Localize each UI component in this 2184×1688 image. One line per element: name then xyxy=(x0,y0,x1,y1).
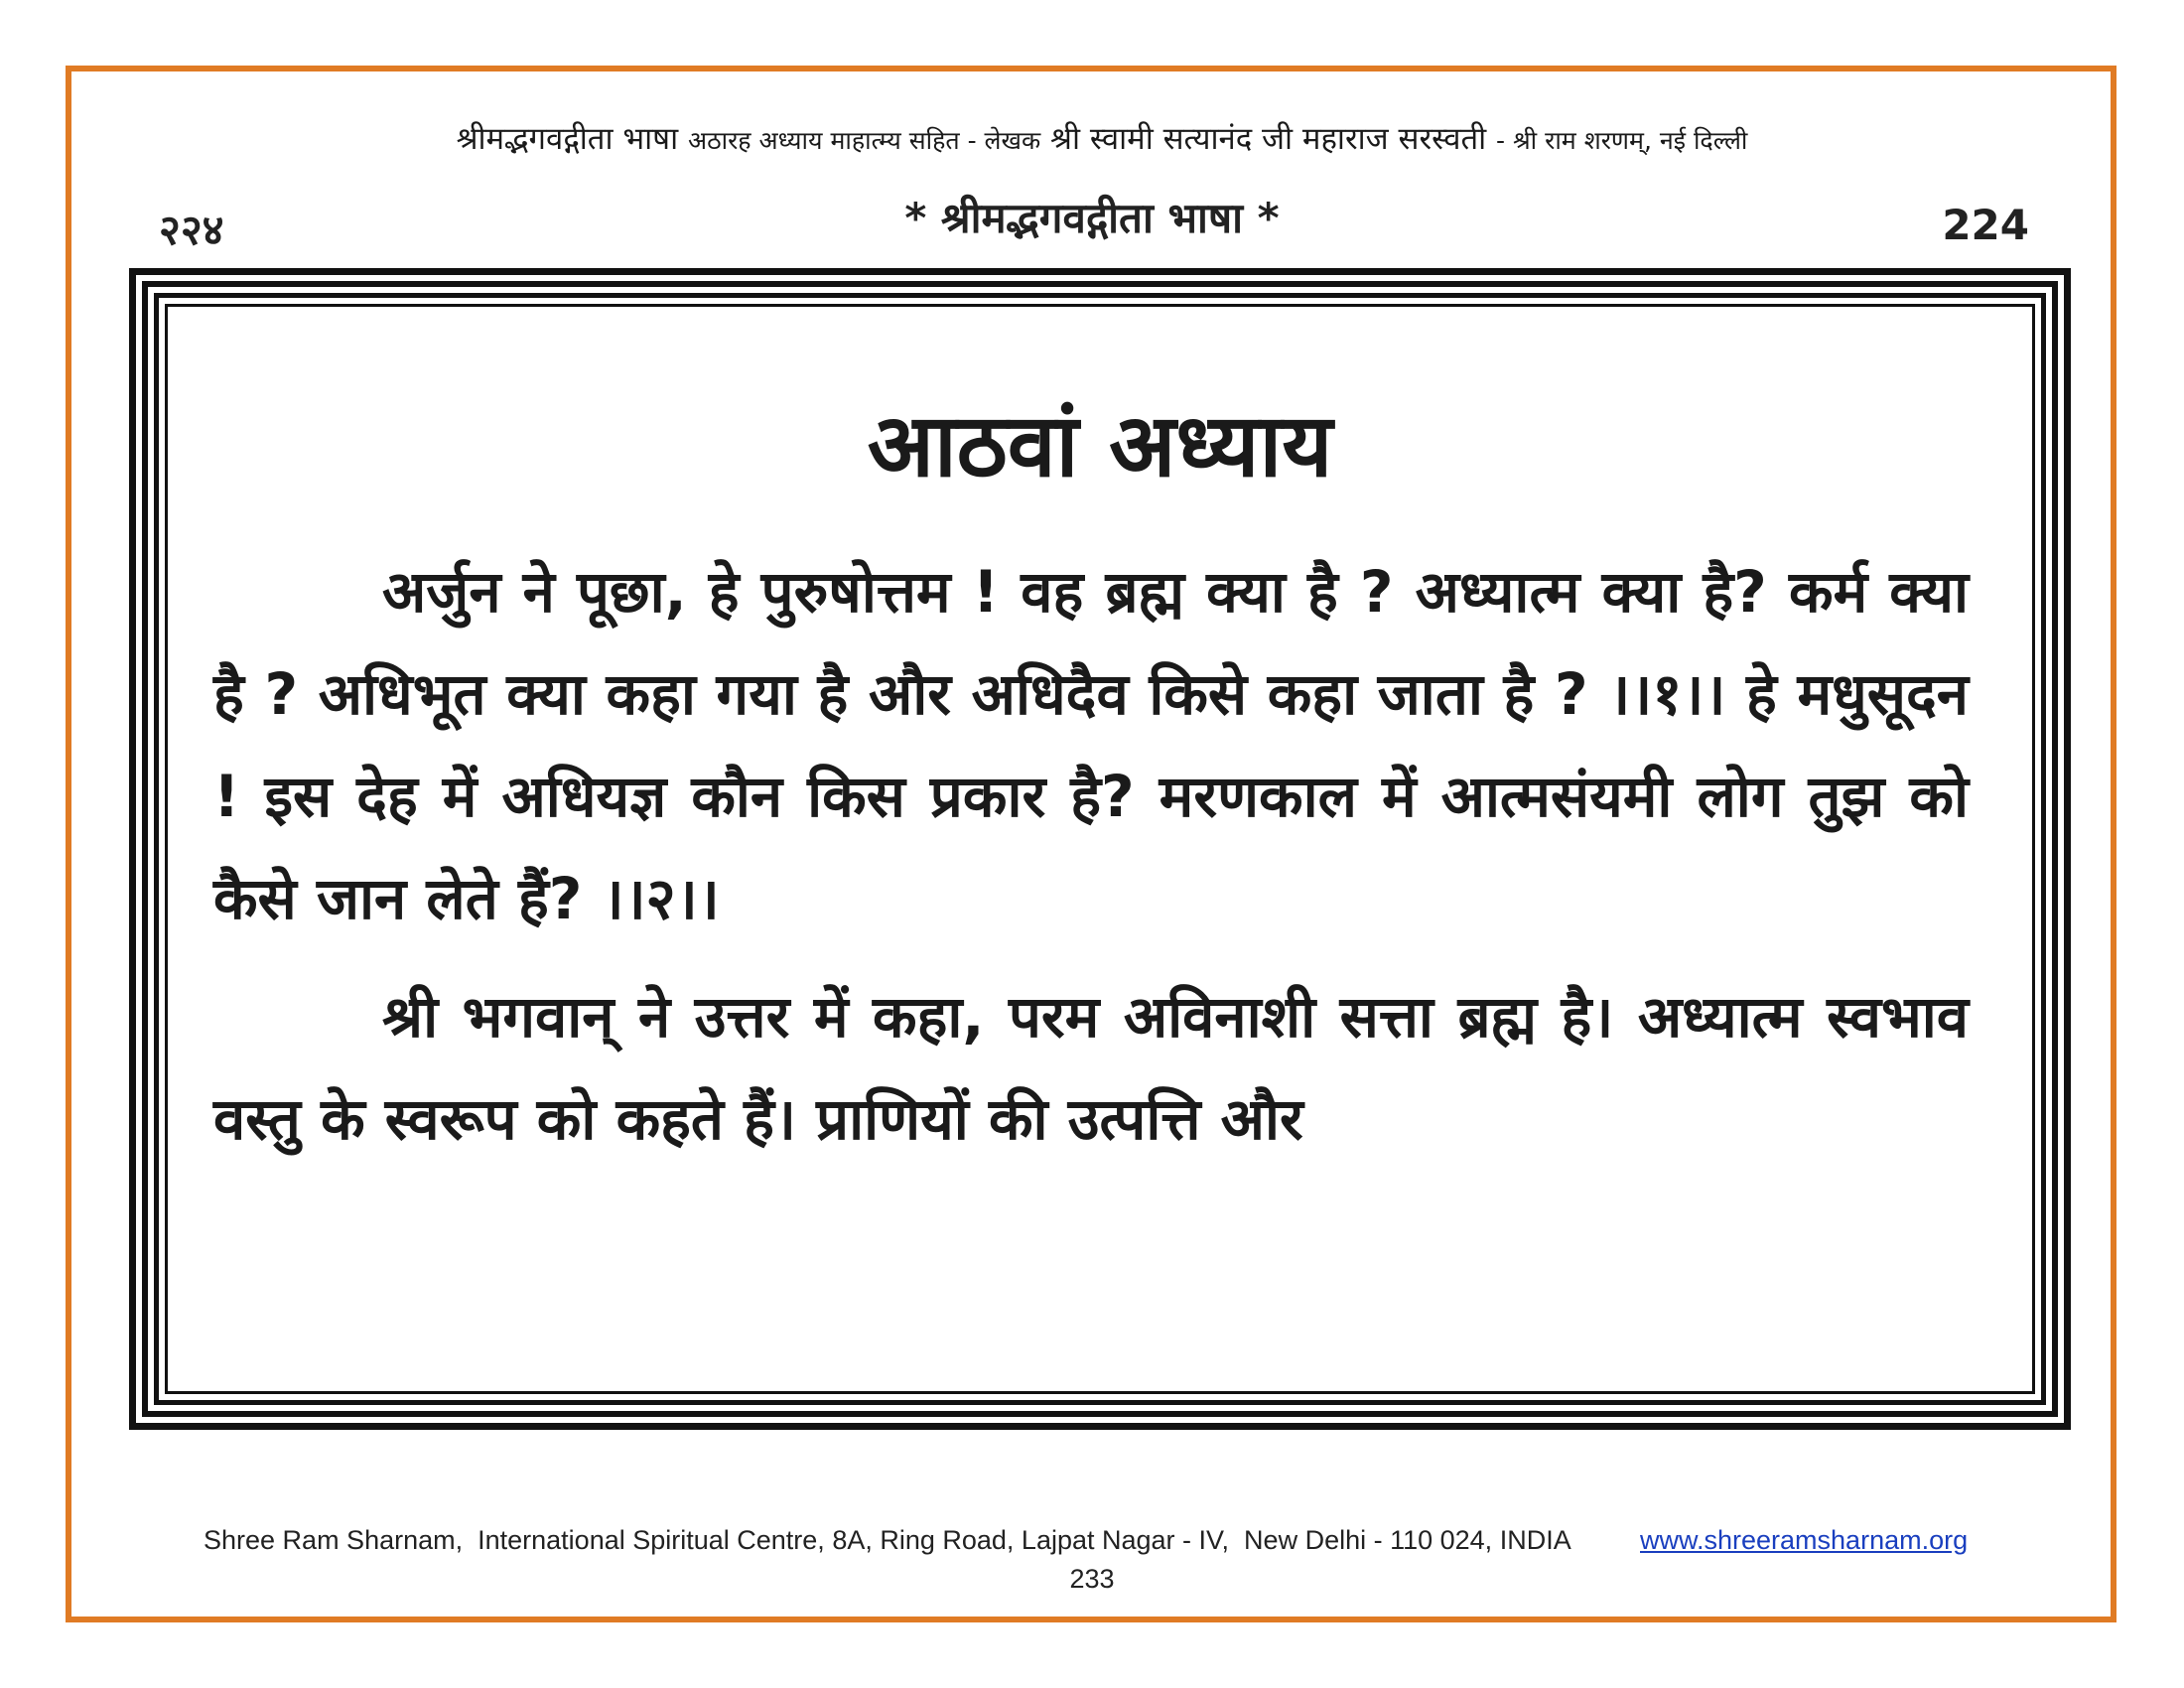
series-title-sub: अठारह अध्याय माहात्म्य सहित - लेखक xyxy=(687,126,1041,155)
series-title-main: श्रीमद्भगवद्गीता भाषा xyxy=(456,121,679,157)
footer-address: Shree Ram Sharnam, International Spiritual Centre, 8A, Ring Road, Lajpat Nagar - IV, New Delhi - 110 024, INDIA xyxy=(204,1525,1571,1555)
chapter-title: आठवां अध्याय xyxy=(867,394,1333,496)
series-title-publisher: - श्री राम शरणम्, नई दिल्ली xyxy=(1496,126,1748,155)
series-title xyxy=(129,117,2075,159)
page-number-latin: 224 xyxy=(1942,201,2029,249)
website-link[interactable]: www.shreeramsharnam.org xyxy=(1640,1525,1969,1555)
paragraph-2: श्री भगवान् ने उत्तर में कहा, परम अविनाशी सत्ता ब्रह्म है। अध्यात्म स्वभाव वस्तु के स्वरूप को कहते हैं। प्राणियों की उत्पत्ति और xyxy=(213,983,1969,1153)
running-head: * श्रीमद्भगवद्गीता भाषा * xyxy=(904,194,1280,242)
series-title-author: श्री स्वामी सत्यानंद जी महाराज सरस्वती xyxy=(1050,121,1487,157)
body-text xyxy=(213,541,1969,1171)
paragraph-1: अर्जुन ने पूछा, हे पुरुषोत्तम ! वह ब्रह्म क्या है ? अध्यात्म क्या है? कर्म क्या है ? अधिभूत क्या कहा गया है और अधिदैव किसे कहा जाता है ? ।।१।। हे मधुसूदन ! इस देह में अधियज्ञ कौन किस प्रकार है? मरणकाल में आत्मसंयमी लोग तुझ को कैसे जान लेते हैं? ।।२।। xyxy=(213,558,1969,932)
footer-page-number: 233 xyxy=(1069,1564,1115,1594)
page-number-devanagari: २२४ xyxy=(159,206,224,254)
